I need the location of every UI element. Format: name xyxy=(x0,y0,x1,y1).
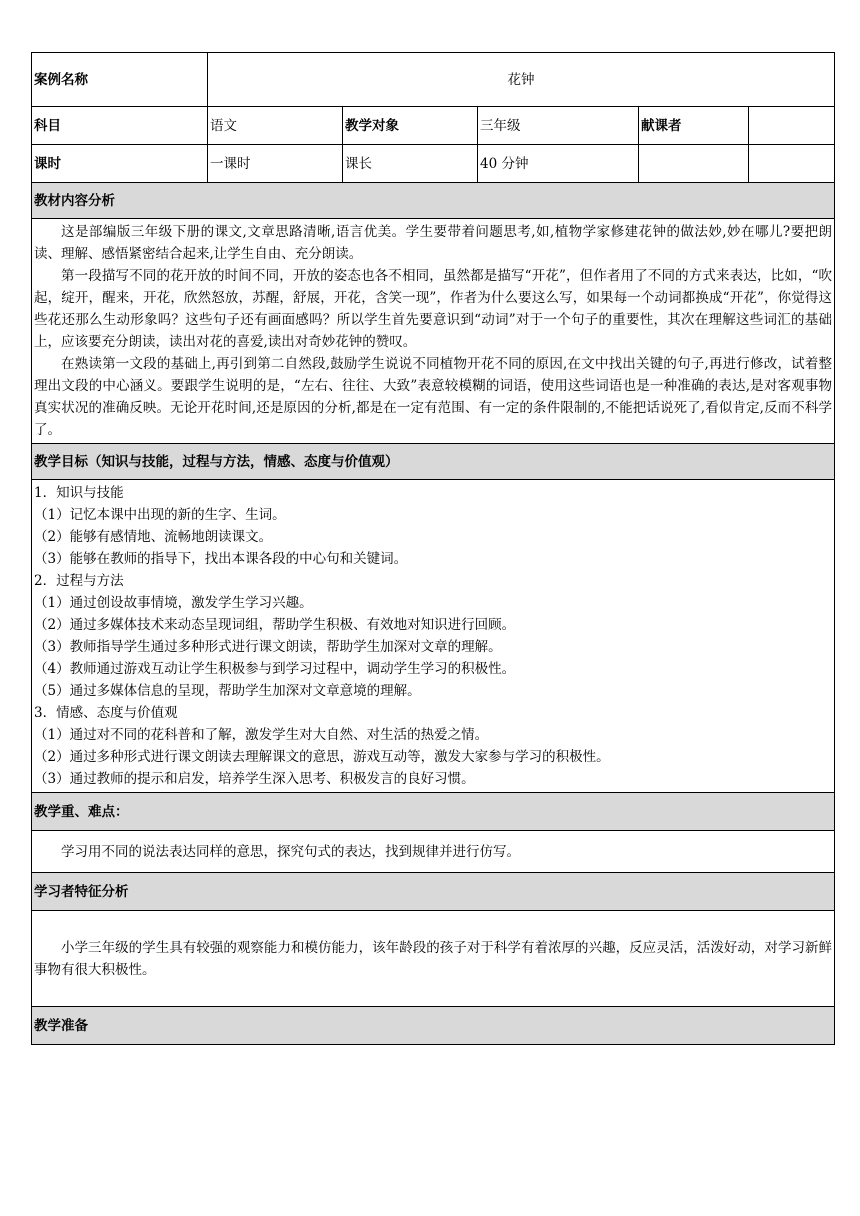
material-paragraph: 这是部编版三年级下册的课文,文章思路清晰,语言优美。学生要带着问题思考,如,植物学家修建花钟的做法妙,妙在哪儿?要把朗读、理解、感悟紧密结合起来,让学生自由、充分朗读。 xyxy=(34,224,833,262)
preparation-heading: 教学准备 xyxy=(32,1007,835,1045)
presenter-label: 献课者 xyxy=(639,107,749,145)
duration-label: 课长 xyxy=(343,145,478,183)
objective-line: 1．知识与技能 xyxy=(34,485,124,501)
key-points-row xyxy=(32,831,835,873)
objective-line: （1）记忆本课中出现的新的生字、生词。 xyxy=(34,507,286,523)
subject-value: 语文 xyxy=(208,107,343,145)
section-header-row xyxy=(32,183,835,219)
key-points-content xyxy=(32,831,835,873)
subject-label: 科目 xyxy=(32,107,208,145)
period-label: 课时 xyxy=(32,145,208,183)
key-points-heading: 教学重、难点： xyxy=(32,793,835,831)
presenter-value xyxy=(749,107,835,145)
audience-label: 教学对象 xyxy=(343,107,478,145)
empty-cell xyxy=(749,145,835,183)
objectives-heading: 教学目标（知识与技能，过程与方法，情感、态度与价值观） xyxy=(32,444,835,480)
objective-line: （3）教师指导学生通过多种形式进行课文朗读，帮助学生加深对文章的理解。 xyxy=(34,639,502,655)
empty-cell xyxy=(639,145,749,183)
duration-value: 40 分钟 xyxy=(478,145,639,183)
objective-line: （1）通过创设故事情境，激发学生学习兴趣。 xyxy=(34,595,313,611)
objective-line: （5）通过多媒体信息的呈现，帮助学生加深对文章意境的理解。 xyxy=(34,683,421,699)
case-name-value: 花钟 xyxy=(208,53,835,107)
objective-line: 3．情感、态度与价值观 xyxy=(34,705,178,721)
objective-line: （2）能够有感情地、流畅地朗读课文。 xyxy=(34,529,273,545)
material-heading: 教材内容分析 xyxy=(32,183,835,219)
key-points-text: 学习用不同的说法表达同样的意思，探究句式的表达，找到规律并进行仿写。 xyxy=(61,843,520,860)
learners-heading: 学习者特征分析 xyxy=(32,873,835,911)
audience-value: 三年级 xyxy=(478,107,639,145)
objectives-row xyxy=(32,480,835,793)
subject-row xyxy=(32,107,835,145)
period-value: 一课时 xyxy=(208,145,343,183)
case-name-label: 案例名称 xyxy=(32,53,208,107)
objective-line: （3）通过教师的提示和启发，培养学生深入思考、积极发言的良好习惯。 xyxy=(34,771,475,787)
objective-line: （4）教师通过游戏互动让学生积极参与到学习过程中，调动学生学习的积极性。 xyxy=(34,661,516,677)
material-paragraph: 在熟读第一文段的基础上,再引到第二自然段,鼓励学生说说不同植物开花不同的原因,在文中找出关键的句子,再进行修改，试着整理出文段的中心涵义。要跟学生说明的是，“左右、往往、大致”表意较模糊的词语，使用这些词语也是一种准确的表达,是对客观事物真实状况的准确反映。无论开花时间,还是原因的分析,都是在一定有范围、有一定的条件限制的,不能把话说死了,看似肯定,反而不科学了。 xyxy=(34,356,833,438)
objective-line: （1）通过对不同的花科普和了解，激发学生对大自然、对生活的热爱之情。 xyxy=(34,727,489,743)
objective-line: （2）通过多种形式进行课文朗读去理解课文的意思，游戏互动等，激发大家参与学习的积极性。 xyxy=(34,749,610,765)
section-header-row xyxy=(32,873,835,911)
section-header-row xyxy=(32,793,835,831)
material-content xyxy=(32,219,835,444)
objectives-content xyxy=(32,480,835,793)
learners-text: 小学三年级的学生具有较强的观察能力和模仿能力，该年龄段的孩子对于科学有着浓厚的兴趣，反应灵活，活泼好动，对学习新鲜事物有很大积极性。 xyxy=(34,939,833,978)
case-name-row xyxy=(32,53,835,107)
period-row xyxy=(32,145,835,183)
section-header-row xyxy=(32,1007,835,1045)
objective-line: （3）能够在教师的指导下，找出本课各段的中心句和关键词。 xyxy=(34,551,408,567)
section-header-row xyxy=(32,444,835,480)
material-paragraph: 第一段描写不同的花开放的时间不同，开放的姿态也各不相同，虽然都是描写“开花”，但作者用了不同的方式来表达，比如，“吹起，绽开，醒来，开花，欣然怒放，苏醒，舒展，开花，含笑一现”，作者为什么要这么写，如果每一个动词都换成“开花”，你觉得这些花还那么生动形象吗？这些句子还有画面感吗？所以学生首先要意识到“动词”对于一个句子的重要性，其次在理解这些词汇的基础上，应该要充分朗读，读出对花的喜爱,读出对奇妙花钟的赞叹。 xyxy=(34,268,833,350)
material-row xyxy=(32,219,835,444)
learners-row xyxy=(32,911,835,1007)
lesson-plan-table xyxy=(31,52,835,1045)
objective-line: （2）通过多媒体技术来动态呈现词组，帮助学生积极、有效地对知识进行回顾。 xyxy=(34,617,516,633)
learners-content xyxy=(32,911,835,1007)
objective-line: 2．过程与方法 xyxy=(34,573,124,589)
